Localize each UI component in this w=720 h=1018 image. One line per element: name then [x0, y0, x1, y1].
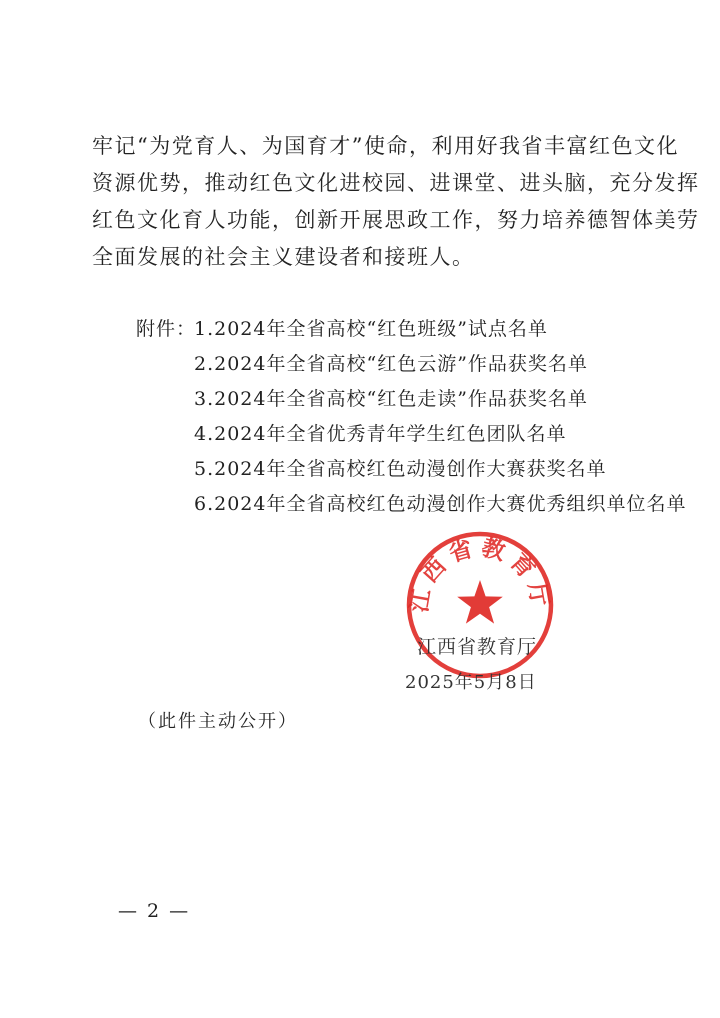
attachment-label: 附件： — [136, 318, 197, 340]
disclosure-note: （此件主动公开） — [138, 711, 298, 732]
attachment-title: 2.2024年全省高校“红色云游”作品获奖名单 — [194, 353, 588, 375]
attachment-item — [136, 382, 686, 417]
attachment-title: 4.2024年全省优秀青年学生红色团队名单 — [194, 423, 567, 445]
attachment-title: 3.2024年全省高校“红色走读”作品获奖名单 — [194, 388, 588, 410]
body-line: 全面发展的社会主义建设者和接班人。 — [92, 245, 475, 269]
seal-text: 江西省教育厅 — [405, 533, 555, 615]
attachment-item — [136, 312, 686, 347]
page-number: — 2 — — [118, 900, 191, 922]
attachment-item — [136, 487, 686, 522]
body-line: 红色文化育人功能，创新开展思政工作，努力培养德智体美劳 — [92, 208, 700, 232]
seal-star-icon — [457, 580, 503, 624]
attachment-list — [136, 312, 686, 522]
signing-organization: 江西省教育厅 — [417, 636, 538, 658]
attachment-title: 6.2024年全省高校红色动漫创作大赛优秀组织单位名单 — [194, 493, 687, 515]
attachment-title: 5.2024年全省高校红色动漫创作大赛获奖名单 — [194, 458, 607, 480]
attachment-item — [136, 417, 686, 452]
body-line: 牢记“为党育人、为国育才”使命，利用好我省丰富红色文化 — [92, 134, 679, 158]
body-line: 资源优势，推动红色文化进校园、进课堂、进头脑，充分发挥 — [92, 171, 700, 195]
attachment-item — [136, 452, 686, 487]
attachment-title: 1.2024年全省高校“红色班级”试点名单 — [194, 318, 548, 340]
attachment-item — [136, 347, 686, 382]
body-paragraph — [92, 128, 700, 276]
signing-date: 2025年5月8日 — [405, 672, 537, 693]
